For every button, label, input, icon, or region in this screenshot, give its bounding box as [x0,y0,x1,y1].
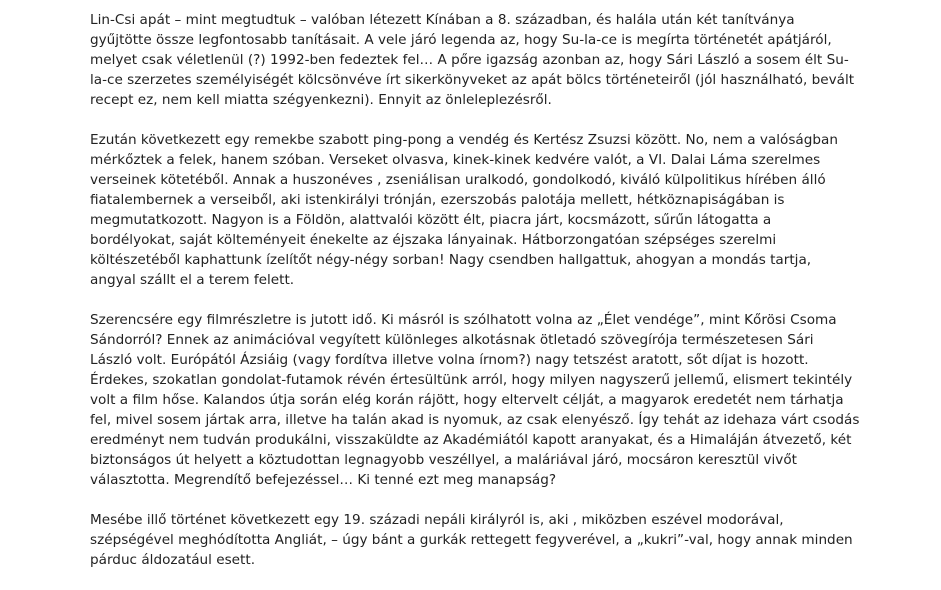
paragraph-lin-csi: Lin-Csi apát – mint megtudtuk – valóban létezett Kínában a 8. században, és halála után két tanítványa gyűjtötte össze legfontosabb tanításait. A vele járó legenda az, hogy Su-la-ce is megírta történetét apátjáról, melyet csak véletlenül (?) 1992-ben fedeztek fel… A pőre igazság azonban az, hogy Sári László a sosem élt Su-la-ce szerzetes személyiségét kölcsönvéve írt sikerkönyveket az apát bölcs történeteiről (jól használható, bevált recept ez, nem kell miatta szégyenkezni). Ennyit az önleleplezésről. [90,12,855,108]
paragraph-nepali-king: Mesébe illő történet következett egy 19. századi nepáli királyról is, aki , miközben eszével modorával, szépségével meghódította Angliát, – úgy bánt a gurkák rettegett fegyverével, a „kukri”-val, hogy annak minden párduc áldozatául esett. [90,512,853,568]
paragraph-ping-pong: Ezután következett egy remekbe szabott ping-pong a vendég és Kertész Zsuzsi között. No, nem a valóságban mérkőztek a felek, hanem szóban. Verseket olvasva, kinek-kinek kedvére valót, a VI. Dalai Láma szerelmes verseinek kötetéből. Annak a huszonéves , zseniálisan uralkodó, gondolkodó, kiváló külpolitikus hírében álló fiatalembernek a verseiből, aki istenkirályi trónján, ezerszobás palotája mellett, hétköznapiságában is megmutatkozott. Nagyon is a Földön, alattvalói között élt, piacra járt, kocsmázott, sűrűn látogatta a bordélyokat, saját költeményeit énekelte az éjszaka lányainak. Hátborzongatóan szépséges szerelmi költészetéből kaphattunk ízelítőt négy-négy sorban! Nagy csendben hallgattuk, ahogyan a mondás tartja, angyal szállt el a terem felett. [90,132,838,288]
paragraph-film: Szerencsére egy filmrészletre is jutott idő. Ki másról is szólhatott volna az „Élet vendége”, mint Kőrösi Csoma Sándorról? Ennek az animációval vegyített különleges alkotásnak ötletadó szövegírója természetesen Sári László volt. Európától Ázsiáig (vagy fordítva illetve volna írnom?) nagy tetszést aratott, sőt díjat is hozott. Érdekes, szokatlan gondolat-futamok révén értesültünk arról, hogy milyen nagyszerű jellemű, elismert tekintély volt a film hőse. Kalandos útja során elég korán rájött, hogy eltervelt célját, a magyarok eredetét nem tárhatja fel, mivel sosem jártak arra, illetve ha talán akad is nyomuk, az csak elenyésző. Így tehát az idehaza várt csodás eredményt nem tudván produkálni, visszaküldte az Akadémiától kapott aranyakat, és a Himaláján átvezető, két biztonságos út helyett a köztudottan legnagyobb veszéllyel, a maláriával járó, mocsáron keresztül vivőt választotta. Megrendítő befejezéssel… Ki tenné ezt meg manapság? [90,312,860,488]
article-body [90,10,860,590]
